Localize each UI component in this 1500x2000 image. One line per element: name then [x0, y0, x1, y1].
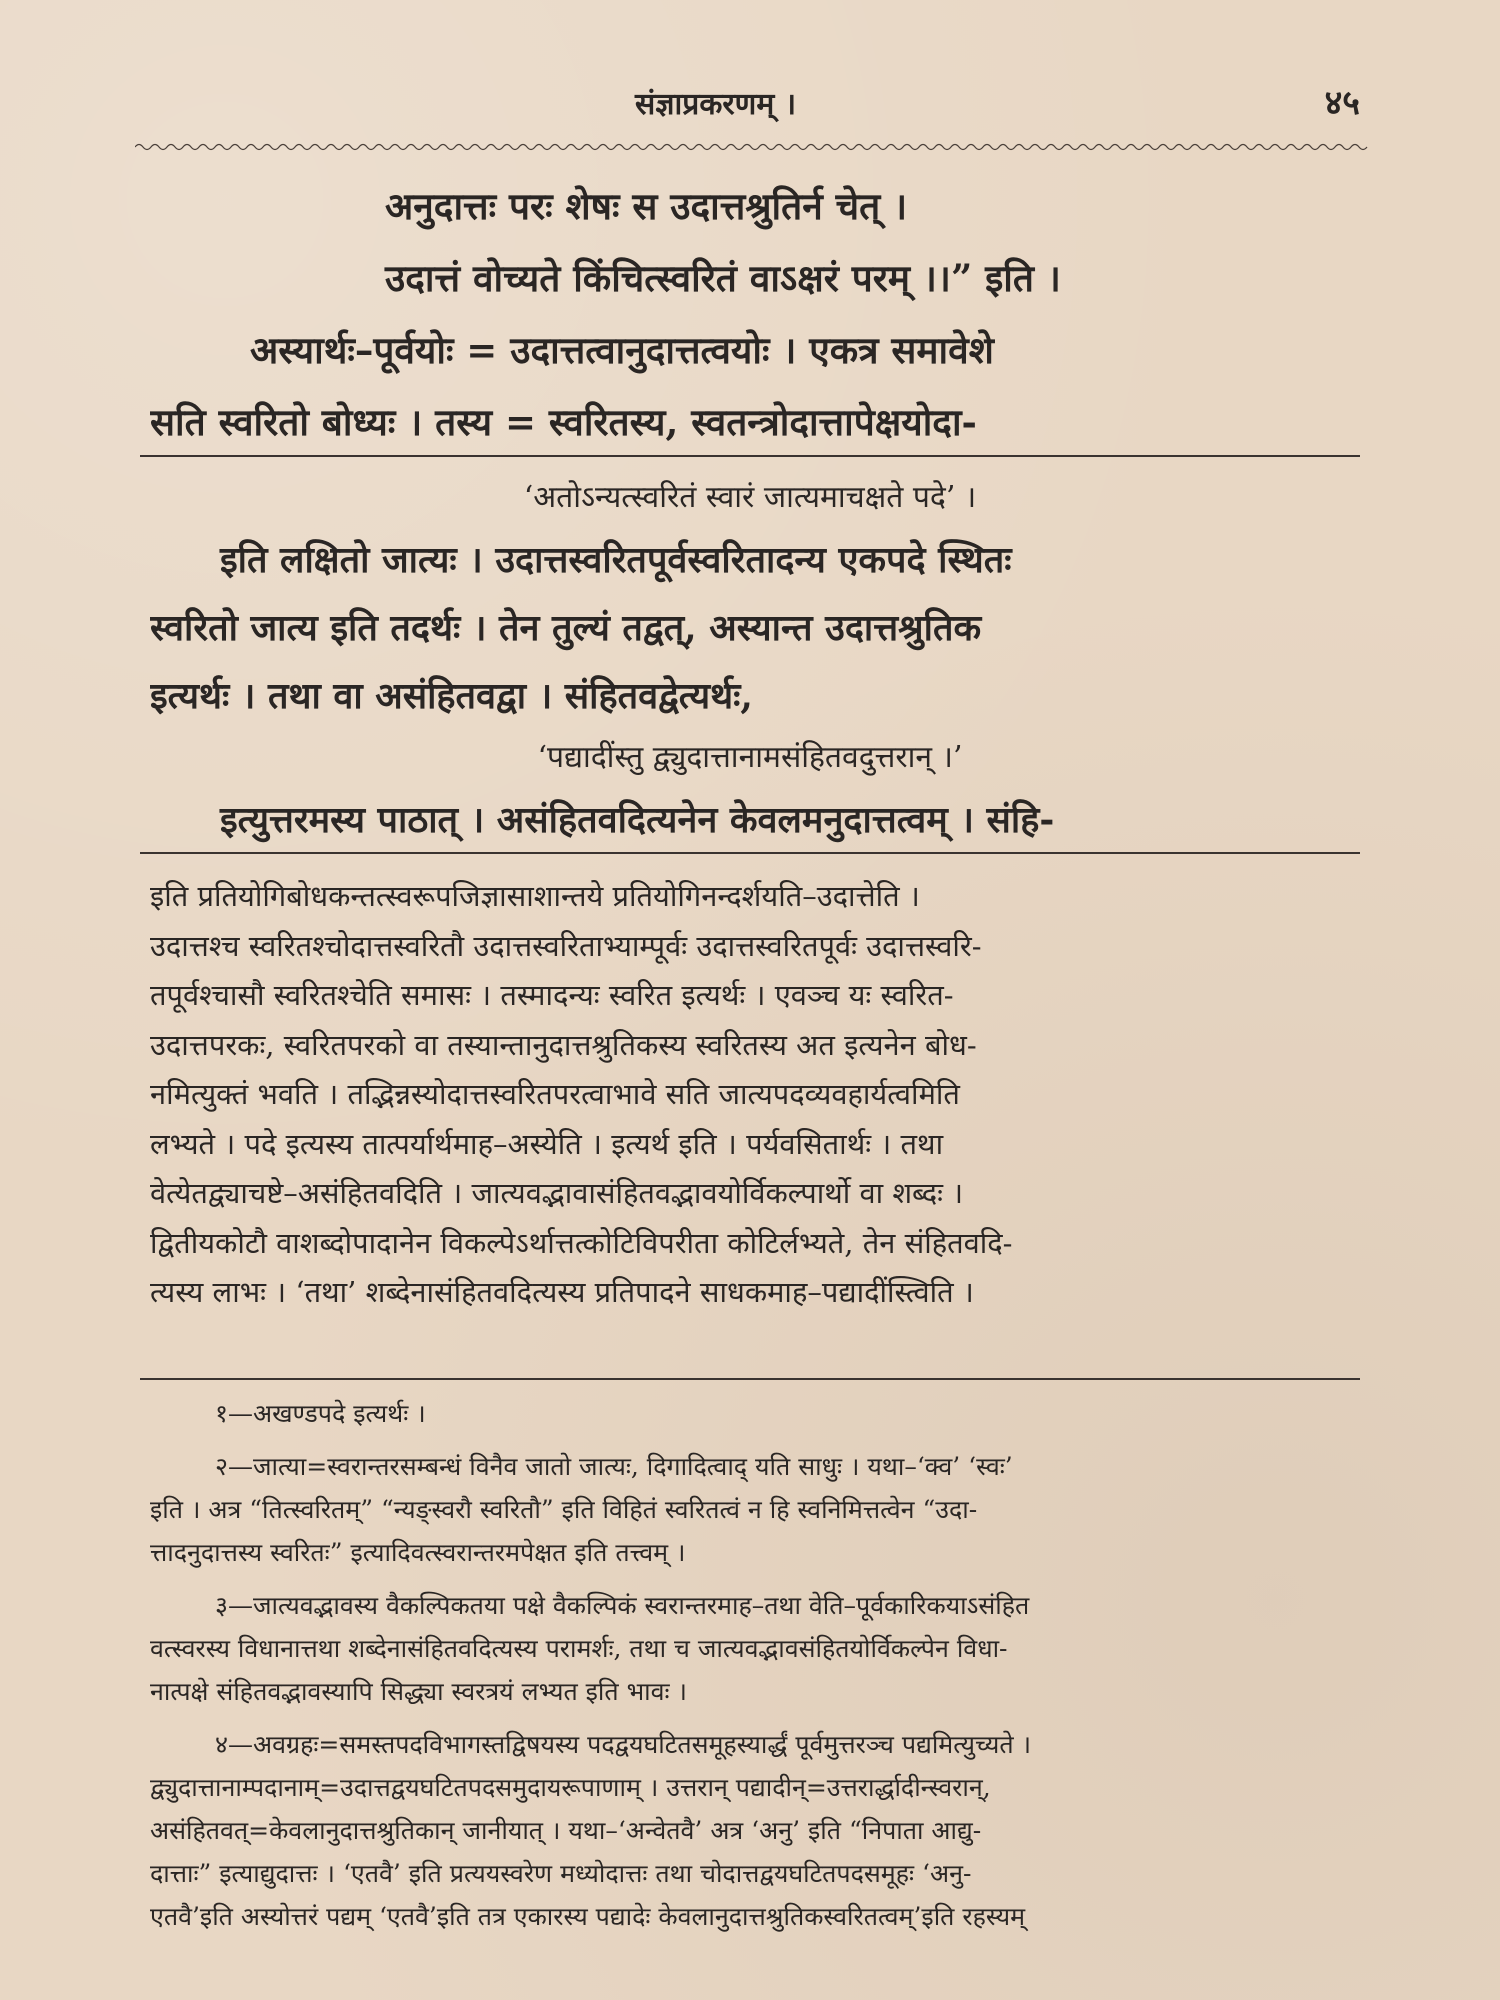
footnote-line: इति । अत्र “तित्स्वरितम्” “न्यङ्स्वरौ स्वरितौ” इति विहितं स्वरितत्वं न हि स्वनिमित्तत्वेन “उदा- — [150, 1495, 978, 1524]
footnote-line: द्व्युदात्तानाम्पदानाम्=उदात्तद्वयघटितपदसमुदायरूपाणाम् । उत्तरान् पद्यादीन्=उत्तरार्द्धादीन्स्वरान्, — [150, 1773, 991, 1802]
footnote-line: २—जात्या=स्वरान्तरसम्बन्धं विनैव जातो जात्यः, दिगादित्वाद् यति साधुः । यथा–‘क्व’ ‘स्वः’ — [215, 1452, 1013, 1481]
running-title: संज्ञाप्रकरणम् । — [635, 87, 797, 122]
section-rule — [140, 852, 1360, 854]
footnote-line: ३—जात्यवद्भावस्य वैकल्पिकतया पक्षे वैकल्पिकं स्वरान्तरमाह–तथा वेति–पूर्वकारिकयाऽसंहित — [215, 1591, 1030, 1620]
verse-line: अस्यार्थः–पूर्वयोः = उदात्तत्वानुदात्तत्वयोः । एकत्र समावेशे — [250, 328, 994, 372]
sub-commentary-line: द्वितीयकोटौ वाशब्दोपादानेन विकल्पेऽर्थात्तत्कोटिविपरीता कोटिर्लभ्यते, तेन संहितवदि- — [150, 1225, 1013, 1260]
footnote-line: दात्ताः” इत्याद्युदात्तः । ‘एतवै’ इति प्रत्ययस्वरेण मध्योदात्तः तथा चोदात्तद्वयघटितपदसमूहः ‘अनु- — [150, 1859, 972, 1888]
commentary-line: इत्युत्तरमस्य पाठात् । असंहितवदित्यनेन केवलमनुदात्तत्वम् । संहि- — [220, 799, 1055, 841]
verse-line: अनुदात्तः परः शेषः स उदात्तश्रुतिर्न चेत् । — [385, 184, 908, 228]
ornamental-wavy-rule — [135, 142, 1370, 152]
sub-commentary-line: उदात्तपरकः, स्वरितपरको वा तस्यान्तानुदात्तश्रुतिकस्य स्वरितस्य अत इत्यनेन बोध- — [150, 1027, 977, 1062]
footnote-line: एतवै’इति अस्योत्तरं पद्यम् ‘एतवै’इति तत्र एकारस्य पद्यादेः केवलानुदात्तश्रुतिकस्वरितत्वम्’इति रहस्यम् — [150, 1902, 1026, 1931]
sub-commentary-line: इति प्रतियोगिबोधकन्तत्स्वरूपजिज्ञासाशान्तये प्रतियोगिनन्दर्शयति–उदात्तेति । — [150, 879, 920, 913]
commentary-line: इत्यर्थः । तथा वा असंहितवद्वा । संहितवद्वेत्यर्थः, — [150, 675, 753, 717]
verse-line: उदात्तं वोच्यते किंचित्स्वरितं वाऽक्षरं परम् ।।” इति । — [385, 256, 1061, 300]
footnote-line: ४—अवग्रहः=समस्तपदविभागस्तद्विषयस्य पदद्वयघटितसमूहस्यार्द्धं पूर्वमुत्तरञ्च पद्यमित्युच्यते । — [215, 1730, 1032, 1759]
quotation-line: ‘अतोऽन्यत्स्वरितं स्वारं जात्यमाचक्षते पदे’ । — [523, 480, 977, 515]
quotation-line: ‘पद्यादींस्तु द्व्युदात्तानामसंहितवदुत्तरान् ।’ — [537, 740, 963, 775]
footnote-line: नात्पक्षे संहितवद्भावस्यापि सिद्ध्या स्वरत्रयं लभ्यत इति भावः । — [150, 1677, 688, 1706]
sub-commentary-line: वेत्येतद्व्याचष्टे–असंहितवदिति । जात्यवद्भावासंहितवद्भावयोर्विकल्पार्थो वा शब्दः । — [150, 1176, 964, 1210]
sub-commentary-line: उदात्तश्च स्वरितश्चोदात्तस्वरितौ उदात्तस्वरिताभ्याम्पूर्वः उदात्तस्वरितपूर्वः उदात्तस्वरि- — [150, 928, 982, 963]
footnote-rule — [140, 1378, 1360, 1380]
sub-commentary-line: त्यस्य लाभः । ‘तथा’ शब्देनासंहितवदित्यस्य प्रतिपादने साधकमाह–पद्यादींस्त्विति । — [150, 1275, 974, 1309]
commentary-line: इति लक्षितो जात्यः । उदात्तस्वरितपूर्वस्वरितादन्य एकपदे स्थितः — [220, 539, 1012, 581]
sub-commentary-line: तपूर्वश्चासौ स्वरितश्चेति समासः । तस्मादन्यः स्वरित इत्यर्थः । एवञ्च यः स्वरित- — [150, 978, 954, 1012]
sub-commentary-line: नमित्युक्तं भवति । तद्भिन्नस्योदात्तस्वरितपरत्वाभावे सति जात्यपदव्यवहार्यत्वमिति — [150, 1077, 960, 1111]
footnotes-block — [150, 1392, 1355, 1938]
footnote-line: वत्स्वरस्य विधानात्तथा शब्देनासंहितवदित्यस्य परामर्शः, तथा च जात्यवद्भावसंहितयोर्विकल्पेन विधा- — [150, 1634, 1008, 1663]
page-header — [130, 78, 1380, 130]
verse-line: सति स्वरितो बोध्यः । तस्य = स्वरितस्य, स्वतन्त्रोदात्तापेक्षयोदा- — [150, 400, 977, 444]
footnote-line: त्तादनुदात्तस्य स्वरितः” इत्यादिवत्स्वरान्तरमपेक्षत इति तत्त्वम् । — [150, 1538, 686, 1567]
main-text-block — [150, 470, 1350, 854]
sub-commentary-line: लभ्यते । पदे इत्यस्य तात्पर्यार्थमाह–अस्येति । इत्यर्थ इति । पर्यवसितार्थः । तथा — [150, 1126, 944, 1161]
sub-commentary-block — [150, 872, 1350, 1318]
page-number: ४५ — [1324, 83, 1360, 123]
commentary-line: स्वरितो जात्य इति तदर्थः । तेन तुल्यं तद्वत्, अस्यान्त उदात्तश्रुतिक — [150, 607, 982, 649]
verse-block — [150, 170, 1350, 458]
footnote-line: असंहितवत्=केवलानुदात्तश्रुतिकान् जानीयात् । यथा–‘अन्वेतवै’ अत्र ‘अनु’ इति “निपाता आद्यु- — [150, 1816, 982, 1845]
footnote-line: १—अखण्डपदे इत्यर्थः । — [215, 1399, 426, 1428]
section-rule — [140, 455, 1360, 457]
